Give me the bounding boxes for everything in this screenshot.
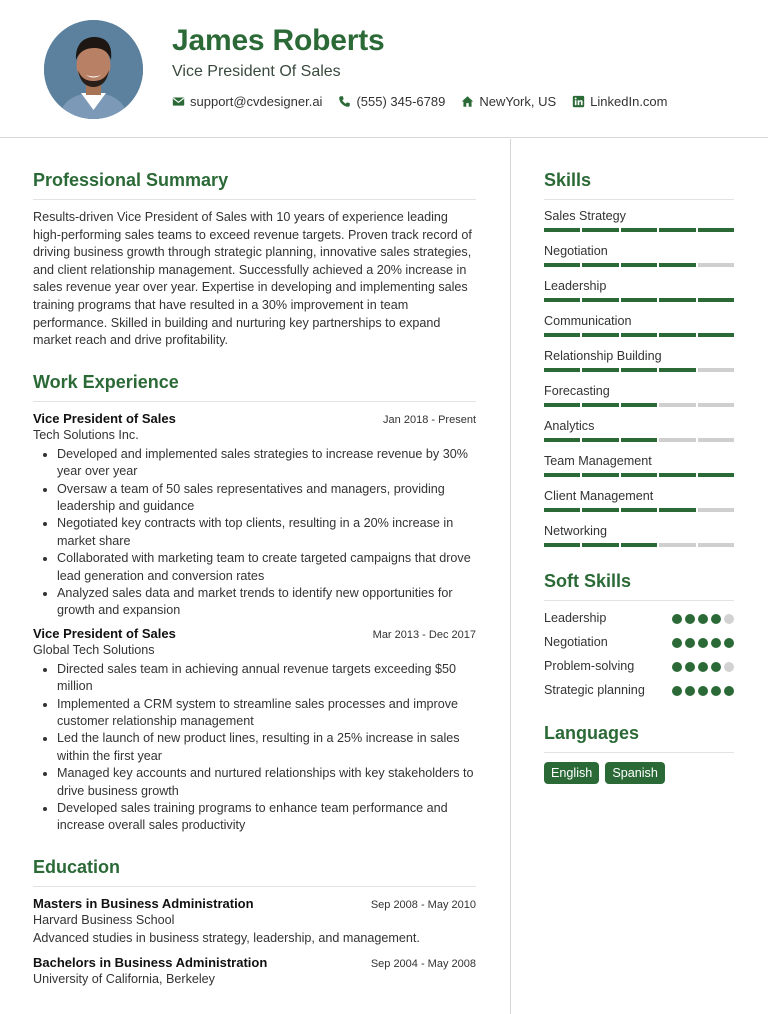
education-degree: Masters in Business Administration [33, 895, 254, 911]
skill-list [544, 209, 734, 547]
experience-section [33, 372, 476, 835]
skill-level-segment [659, 298, 695, 302]
skill-item [544, 279, 734, 302]
skill-level-segment [582, 543, 618, 547]
rating-dot [711, 662, 721, 672]
rating-dot [711, 686, 721, 696]
skill-level-segment [698, 473, 734, 477]
skill-level-segment [582, 263, 618, 267]
contact-email-text: support@cvdesigner.ai [190, 94, 323, 109]
skill-level-segment [659, 333, 695, 337]
skill-level-bar [544, 263, 734, 267]
skill-name: Networking [544, 524, 607, 538]
skill-level-segment [698, 228, 734, 232]
rating-dot [698, 686, 708, 696]
job-header [33, 626, 476, 641]
skill-level-segment [582, 438, 618, 442]
column-divider [510, 139, 511, 1014]
job-role: Vice President of Sales [33, 410, 176, 426]
soft-skill-list [544, 610, 734, 699]
soft-skill-item [544, 610, 734, 627]
education-header [33, 896, 476, 911]
home-icon [461, 95, 474, 108]
skill-level-segment [659, 263, 695, 267]
skill-level-segment [659, 438, 695, 442]
rating-dot [672, 638, 682, 648]
skill-name: Forecasting [544, 384, 610, 398]
education-section [33, 857, 476, 986]
rating-dot [698, 614, 708, 624]
skill-level-segment [621, 263, 657, 267]
education-heading: Education [33, 857, 476, 887]
skill-level-segment [659, 473, 695, 477]
skill-level-segment [698, 403, 734, 407]
summary-heading: Professional Summary [33, 170, 476, 200]
skill-level-bar [544, 298, 734, 302]
rating-dot [685, 614, 695, 624]
soft-skill-item [544, 658, 734, 675]
skill-item [544, 419, 734, 442]
skill-level-segment [582, 473, 618, 477]
skill-level-segment [544, 333, 580, 337]
education-entry [33, 896, 476, 945]
skill-name: Negotiation [544, 244, 608, 258]
envelope-icon [172, 95, 185, 108]
education-school: University of California, Berkeley [33, 971, 215, 986]
skill-level-segment [621, 508, 657, 512]
skill-level-bar [544, 508, 734, 512]
skill-level-segment [659, 368, 695, 372]
job-bullet: Directed sales team in achieving annual revenue targets exceeding $50 million [33, 661, 476, 696]
skill-level-bar [544, 333, 734, 337]
skill-level-segment [582, 368, 618, 372]
skill-level-segment [659, 508, 695, 512]
job-bullet: Analyzed sales data and market trends to identify new opportunities for growth and expansion [33, 585, 476, 620]
skill-level-segment [698, 508, 734, 512]
job-bullets [33, 446, 476, 620]
skill-level-segment [544, 543, 580, 547]
soft-skill-item [544, 634, 734, 651]
main-column [33, 170, 476, 996]
soft-skill-item [544, 682, 734, 699]
education-entry [33, 955, 476, 986]
soft-skill-name: Leadership [544, 611, 607, 625]
skill-level-segment [621, 438, 657, 442]
skill-name: Leadership [544, 279, 607, 293]
skill-level-segment [544, 368, 580, 372]
job-date: Mar 2013 - Dec 2017 [372, 628, 476, 641]
skill-level-segment [544, 228, 580, 232]
job-list [33, 411, 476, 835]
soft-skill-name: Problem-solving [544, 659, 635, 673]
resume-header [0, 0, 768, 138]
skill-name: Analytics [544, 419, 595, 433]
candidate-title: Vice President Of Sales [172, 63, 341, 80]
rating-dot [711, 638, 721, 648]
skill-item [544, 209, 734, 232]
skill-level-bar [544, 228, 734, 232]
education-description: Advanced studies in business strategy, leadership, and management. [33, 930, 420, 945]
skill-item [544, 524, 734, 547]
rating-dot [724, 662, 734, 672]
contact-linkedin-text: LinkedIn.com [590, 94, 668, 109]
contact-linkedin[interactable] [572, 94, 667, 109]
education-degree: Bachelors in Business Administration [33, 954, 268, 970]
skill-level-segment [698, 263, 734, 267]
skill-item [544, 489, 734, 512]
skill-level-segment [621, 333, 657, 337]
job-entry [33, 411, 476, 620]
skill-level-bar [544, 403, 734, 407]
job-bullet: Developed and implemented sales strategies to increase revenue by 30% year over year [33, 446, 476, 481]
education-header [33, 955, 476, 970]
rating-dot [698, 638, 708, 648]
job-company: Tech Solutions Inc. [33, 427, 139, 442]
skill-name: Team Management [544, 454, 652, 468]
job-date: Jan 2018 - Present [383, 413, 476, 426]
phone-icon [338, 95, 351, 108]
skill-level-segment [621, 403, 657, 407]
language-badge: Spanish [605, 762, 665, 784]
rating-dot [724, 686, 734, 696]
skill-level-segment [544, 508, 580, 512]
avatar [44, 20, 143, 119]
skill-level-segment [659, 228, 695, 232]
education-date: Sep 2008 - May 2010 [370, 898, 476, 911]
contact-row [172, 94, 684, 109]
summary-section [33, 170, 476, 350]
skill-level-segment [698, 333, 734, 337]
skill-level-segment [698, 438, 734, 442]
skill-level-segment [582, 508, 618, 512]
skill-level-segment [621, 298, 657, 302]
skill-level-segment [621, 543, 657, 547]
soft-skills-heading: Soft Skills [544, 571, 734, 601]
rating-dot [685, 686, 695, 696]
skill-level-bar [544, 368, 734, 372]
rating-dot [698, 662, 708, 672]
job-entry [33, 626, 476, 835]
skill-level-segment [544, 473, 580, 477]
education-school: Harvard Business School [33, 912, 175, 927]
job-bullet: Negotiated key contracts with top clients, resulting in a 20% increase in market share [33, 515, 476, 550]
skill-name: Relationship Building [544, 349, 662, 363]
rating-dot [672, 614, 682, 624]
skills-section [544, 170, 734, 547]
job-bullets [33, 661, 476, 835]
job-header [33, 411, 476, 426]
skill-level-segment [621, 368, 657, 372]
skill-level-bar [544, 473, 734, 477]
rating-dot [724, 638, 734, 648]
job-role: Vice President of Sales [33, 625, 176, 641]
job-bullet: Developed sales training programs to enhance team performance and increase overall sales productivity [33, 800, 476, 835]
skill-level-segment [582, 333, 618, 337]
skill-level-segment [544, 403, 580, 407]
skill-level-segment [582, 298, 618, 302]
linkedin-icon [572, 95, 585, 108]
rating-dot [685, 662, 695, 672]
skill-name: Sales Strategy [544, 209, 626, 223]
skill-level-segment [544, 263, 580, 267]
language-list [544, 762, 734, 784]
job-bullet: Collaborated with marketing team to create targeted campaigns that drove lead generation and conversion rates [33, 550, 476, 585]
avatar-photo-icon [44, 20, 143, 119]
soft-skills-section [544, 571, 734, 699]
education-list [33, 896, 476, 986]
skills-heading: Skills [544, 170, 734, 200]
skill-level-segment [621, 473, 657, 477]
job-company: Global Tech Solutions [33, 642, 155, 657]
skill-item [544, 314, 734, 337]
summary-text: Results-driven Vice President of Sales with 10 years of experience leading high-performing sales teams to exceed revenue targets. Proven track record of driving business growth through strategic planning, innovative sales strategies, and client relationship management. Successfully achieved a 20% increase in sales revenue year over year. Expertise in developing and implementing sales training programs that have resulted in a 30% improvement in team performance. Skilled in building and nurturing key partnerships to expand market reach and drive profitability. [33, 210, 472, 348]
skill-level-segment [621, 228, 657, 232]
skill-level-segment [582, 403, 618, 407]
soft-skill-rating [672, 638, 734, 648]
rating-dot [685, 638, 695, 648]
contact-location-text: NewYork, US [479, 94, 557, 109]
candidate-name: James Roberts [172, 24, 385, 57]
skill-name: Communication [544, 314, 632, 328]
language-badge: English [544, 762, 599, 784]
rating-dot [724, 614, 734, 624]
soft-skill-name: Strategic planning [544, 683, 645, 697]
education-date: Sep 2004 - May 2008 [370, 957, 476, 970]
languages-section [544, 723, 734, 784]
job-bullet: Led the launch of new product lines, resulting in a 25% increase in sales within the first year [33, 730, 476, 765]
experience-heading: Work Experience [33, 372, 476, 402]
side-column [544, 170, 734, 784]
rating-dot [672, 662, 682, 672]
skill-item [544, 454, 734, 477]
skill-level-segment [659, 543, 695, 547]
rating-dot [711, 614, 721, 624]
skill-item [544, 349, 734, 372]
soft-skill-rating [672, 614, 734, 624]
soft-skill-rating [672, 686, 734, 696]
contact-location [461, 94, 556, 109]
skill-level-segment [698, 298, 734, 302]
skill-level-segment [698, 543, 734, 547]
job-bullet: Managed key accounts and nurtured relationships with key stakeholders to drive business growth [33, 765, 476, 800]
skill-level-segment [659, 403, 695, 407]
skill-level-segment [544, 298, 580, 302]
contact-phone[interactable] [338, 94, 445, 109]
languages-heading: Languages [544, 723, 734, 753]
job-bullet: Oversaw a team of 50 sales representatives and managers, providing leadership and guidance [33, 481, 476, 516]
contact-email[interactable] [172, 94, 322, 109]
job-bullet: Implemented a CRM system to streamline sales processes and improve customer relationship management [33, 696, 476, 731]
skill-level-segment [582, 228, 618, 232]
contact-phone-text: (555) 345-6789 [356, 94, 446, 109]
soft-skill-rating [672, 662, 734, 672]
skill-item [544, 244, 734, 267]
skill-level-segment [544, 438, 580, 442]
skill-level-bar [544, 543, 734, 547]
skill-name: Client Management [544, 489, 654, 503]
skill-level-bar [544, 438, 734, 442]
soft-skill-name: Negotiation [544, 635, 608, 649]
rating-dot [672, 686, 682, 696]
skill-level-segment [698, 368, 734, 372]
skill-item [544, 384, 734, 407]
